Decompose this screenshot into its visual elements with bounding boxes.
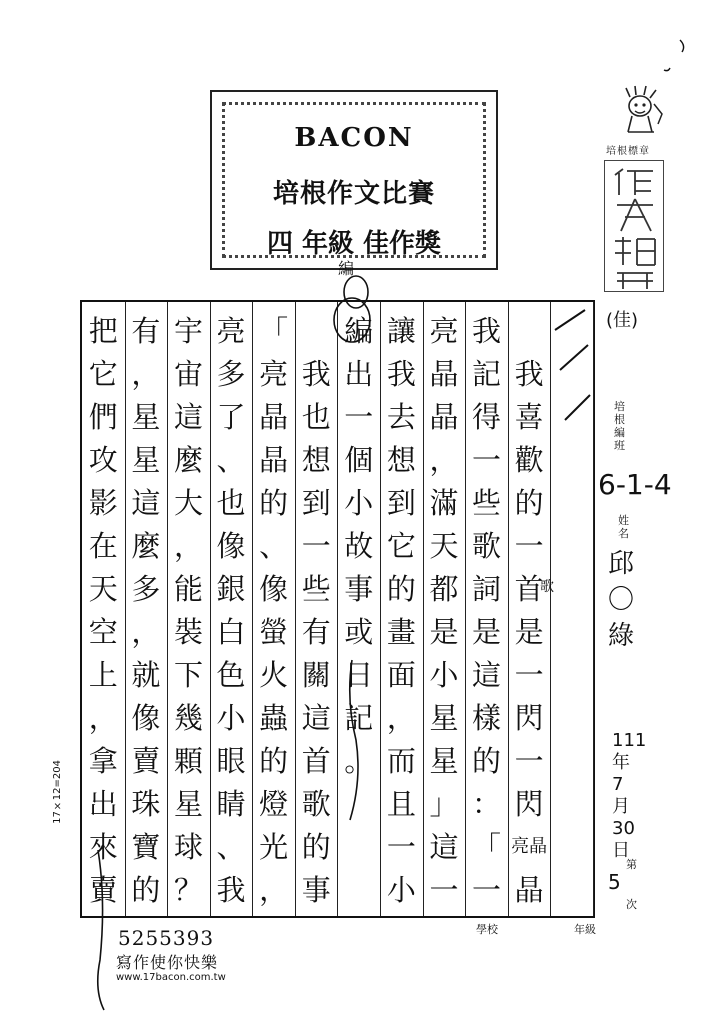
grid-cell [550, 740, 593, 782]
grid-cell [550, 482, 593, 524]
grid-cell: 顆 [173, 743, 203, 778]
grid-cell: 大 [173, 485, 203, 520]
grid-cell: 一 [472, 872, 502, 907]
grid-cell: 出 [344, 356, 374, 391]
grid-cell: 些 [301, 571, 331, 606]
grid-cell: 像 [259, 571, 289, 606]
grid-cell: 就 [131, 657, 161, 692]
grid-cell: 閃 [514, 786, 544, 821]
grid-cell: ， [131, 614, 161, 649]
grid-cell: 首 [514, 571, 544, 606]
info-strip [598, 300, 672, 918]
grid-cell: 歌 [301, 786, 331, 821]
award-contest-title: 培根作文比賽 [272, 179, 435, 209]
grid-cell [295, 310, 338, 352]
grid-cell: 燈 [259, 786, 289, 821]
grid-column [508, 302, 552, 916]
grid-cell: 關 [301, 657, 331, 692]
award-inner-border [222, 102, 486, 258]
grid-cell: 故 [344, 528, 374, 563]
grid-cell: 攻 [88, 442, 118, 477]
grid-cell: 的 [131, 872, 161, 907]
award-box [210, 90, 498, 270]
grid-cell: 像 [131, 700, 161, 735]
grid-cell: ， [386, 700, 416, 735]
grid-cell: 裝 [173, 614, 203, 649]
grid-cell: 小 [216, 700, 246, 735]
grid-cell [550, 396, 593, 438]
grid-cell: 晶 [429, 356, 459, 391]
grid-cell: 且 [386, 786, 416, 821]
grid-cell: 晶 [514, 872, 544, 907]
grid-cell: 螢 [259, 614, 289, 649]
grid-cell: 幾 [173, 700, 203, 735]
grid-cell: 星 [131, 399, 161, 434]
grid-cell: 一 [514, 657, 544, 692]
grid-cell [338, 869, 381, 911]
grid-cell: 我 [514, 356, 544, 391]
grid-cell: 我 [216, 872, 246, 907]
grid-cell: 來 [88, 829, 118, 864]
grid-cell: 我 [301, 356, 331, 391]
grid-cell: 的 [472, 743, 502, 778]
grid-cell: 畫 [386, 614, 416, 649]
grid-cell: 讓 [386, 313, 416, 348]
grid-cell: 麼 [131, 528, 161, 563]
grid-cell: 白 [216, 614, 246, 649]
grid-cell: 亮 [259, 356, 289, 391]
grid-cell: 多 [216, 356, 246, 391]
grid-cell: 一 [429, 872, 459, 907]
class-label: 培根編班 [614, 400, 625, 452]
grid-cell: ？ [173, 872, 203, 907]
grid-column [210, 302, 254, 916]
grid-cell [550, 525, 593, 567]
grid-cell: 編 [344, 313, 374, 348]
grid-cell: 想 [301, 442, 331, 477]
grid-cell: 多 [131, 571, 161, 606]
grid-cell: 宙 [173, 356, 203, 391]
seal-caption: 培根標章 [606, 146, 650, 157]
grid-cell: 到 [301, 485, 331, 520]
grid-cell: 出 [88, 786, 118, 821]
grid-cell [550, 439, 593, 481]
grid-cell: 賣 [88, 872, 118, 907]
grid-cell: 、 [216, 829, 246, 864]
slogan: 寫作使你快樂 [116, 953, 219, 972]
margin-note: 編 [338, 259, 355, 278]
grid-cell [550, 654, 593, 696]
grid-cell: 這 [131, 485, 161, 520]
grid-cell: 或 [344, 614, 374, 649]
grid-cell: 也 [301, 399, 331, 434]
grid-cell: 我 [472, 313, 502, 348]
grid-cell: 面 [386, 657, 416, 692]
grid-cell: 像 [216, 528, 246, 563]
grid-cell: 我 [386, 356, 416, 391]
grid-cell: 一 [386, 829, 416, 864]
grid-cell: 、 [216, 442, 246, 477]
grid-cell: 天 [88, 571, 118, 606]
grid-ratio: 17×12=204 [52, 760, 63, 824]
grid-cell: 空 [88, 614, 118, 649]
grid-cell: 星 [131, 442, 161, 477]
grid-cell: 晶 [259, 442, 289, 477]
grid-cell: 得 [472, 399, 502, 434]
grid-cell [550, 869, 593, 911]
grid-cell: 它 [88, 356, 118, 391]
grid-cell [550, 826, 593, 868]
grid-cell [550, 568, 593, 610]
bacon-mascot-icon [618, 84, 664, 136]
grade-label: 年級 [574, 923, 596, 936]
grid-column [380, 302, 424, 916]
seal-stamp [604, 160, 664, 292]
grid-cell: 天 [429, 528, 459, 563]
grid-cell: 的 [514, 485, 544, 520]
grid-cell: 小 [344, 485, 374, 520]
grid-cell: 「 [259, 313, 289, 348]
grid-cell: 晶 [429, 399, 459, 434]
grid-cell: 一 [301, 528, 331, 563]
grid-cell: 日 [344, 657, 374, 692]
grid-cell: 的 [301, 829, 331, 864]
grid-cell: 首 [301, 743, 331, 778]
grid-cell: 賣 [131, 743, 161, 778]
grid-cell: 的 [386, 571, 416, 606]
grid-cell: 事 [301, 872, 331, 907]
grid-cell: 、 [259, 528, 289, 563]
grid-cell [338, 783, 381, 825]
grid-cell: 去 [386, 399, 416, 434]
grid-cell: 晶 [259, 399, 289, 434]
grid-cell: 這 [301, 700, 331, 735]
grid-cell: 都 [429, 571, 459, 606]
grid-cell: 小 [386, 872, 416, 907]
grid-column [338, 302, 382, 916]
grid-cell: 寶 [131, 829, 161, 864]
grid-cell: 球 [173, 829, 203, 864]
grid-cell: 是 [429, 614, 459, 649]
grid-cell: 色 [216, 657, 246, 692]
grid-cell: 銀 [216, 571, 246, 606]
grid-cell: 的 [259, 743, 289, 778]
grid-cell: 亮 [429, 313, 459, 348]
grid-cell: 這 [429, 829, 459, 864]
grid-cell: ， [259, 872, 289, 907]
grid-column [423, 302, 467, 916]
grid-cell: 是 [472, 614, 502, 649]
grid-cell: 們 [88, 399, 118, 434]
grid-cell: 閃 [514, 700, 544, 735]
grid-cell: 拿 [88, 743, 118, 778]
grid-cell [508, 310, 551, 352]
grid-cell: 有 [131, 313, 161, 348]
name-value: 邱〇綠 [608, 549, 635, 651]
class-value: 6-1-4 [598, 468, 672, 501]
grid-cell: 眼 [216, 743, 246, 778]
grid-cell: 「 [472, 829, 502, 864]
grid-cell [550, 310, 593, 352]
grid-cell: ， [429, 442, 459, 477]
student-code: 5255393 [118, 926, 215, 950]
grid-column [82, 302, 126, 916]
grid-cell: 些 [472, 485, 502, 520]
grid-cell: 上 [88, 657, 118, 692]
grid-cell: 睛 [216, 786, 246, 821]
grid-cell: ： [472, 786, 502, 821]
times-label: 第 [626, 858, 637, 871]
name-label: 姓名 [618, 514, 629, 540]
grid-cell: 蟲 [259, 700, 289, 735]
grid-cell: 了 [216, 399, 246, 434]
grid-cell: ， [88, 700, 118, 735]
grid-cell: 一 [472, 442, 502, 477]
grid-column [125, 302, 169, 916]
grade-mark: (佳) [606, 310, 639, 331]
grid-cell [338, 826, 381, 868]
grid-cell: ， [173, 528, 203, 563]
grid-cell: 把 [88, 313, 118, 348]
grid-cell: 光 [259, 829, 289, 864]
grid-cell: 是 [514, 614, 544, 649]
times-value: 5 [608, 870, 621, 894]
grid-cell: 滿 [429, 485, 459, 520]
grid-cell: 。 [344, 743, 374, 778]
grid-cell: 珠 [131, 786, 161, 821]
writing-grid [80, 300, 595, 918]
grid-cell: 這 [472, 657, 502, 692]
grid-cell: 一 [514, 528, 544, 563]
grid-cell: 也 [216, 485, 246, 520]
grid-cell: 的 [259, 485, 289, 520]
grid-cell: 樣 [472, 700, 502, 735]
grid-cell: 個 [344, 442, 374, 477]
award-prize: 四 年級 佳作獎 [266, 229, 442, 259]
grid-cell: 詞 [472, 571, 502, 606]
grid-cell: 下 [173, 657, 203, 692]
grid-cell: 火 [259, 657, 289, 692]
grid-cell: 它 [386, 528, 416, 563]
grid-cell: 麼 [173, 442, 203, 477]
grid-cell: 宇 [173, 313, 203, 348]
inline-note: 歌 [540, 579, 554, 595]
grid-cell: 在 [88, 528, 118, 563]
grid-cell: 記 [472, 356, 502, 391]
grid-column [465, 302, 509, 916]
grid-cell [550, 697, 593, 739]
grid-cell: 到 [386, 485, 416, 520]
grid-cell: 歌 [472, 528, 502, 563]
grid-cell: 小 [429, 657, 459, 692]
grid-cell: 星 [429, 700, 459, 735]
grid-cell: 」 [429, 786, 459, 821]
grid-cell [550, 353, 593, 395]
grid-cell: 亮晶 [511, 836, 548, 857]
grid-cell: 有 [301, 614, 331, 649]
grid-column [167, 302, 211, 916]
grid-column [295, 302, 339, 916]
grid-cell: 星 [173, 786, 203, 821]
grid-column [252, 302, 296, 916]
date-value: 111年7月30日 [612, 730, 647, 861]
website: www.17bacon.com.tw [116, 972, 226, 983]
grid-cell: 而 [386, 743, 416, 778]
award-brand: BACON [294, 123, 414, 153]
grid-cell: 記 [344, 700, 374, 735]
grid-cell: 這 [173, 399, 203, 434]
grid-cell: 想 [386, 442, 416, 477]
grid-cell: 一 [514, 743, 544, 778]
grid-cell: 一 [344, 399, 374, 434]
times-suffix: 次 [626, 898, 637, 911]
grid-cell: 影 [88, 485, 118, 520]
grid-cell: ， [131, 356, 161, 391]
grid-cell [550, 611, 593, 653]
school-label: 學校 [476, 923, 498, 936]
grid-cell: 喜 [514, 399, 544, 434]
grid-cell [550, 783, 593, 825]
grid-cell: 事 [344, 571, 374, 606]
grid-column [550, 302, 594, 916]
grid-cell: 能 [173, 571, 203, 606]
grid-cell: 歡 [514, 442, 544, 477]
grid-cell: 亮 [216, 313, 246, 348]
grid-cell: 星 [429, 743, 459, 778]
